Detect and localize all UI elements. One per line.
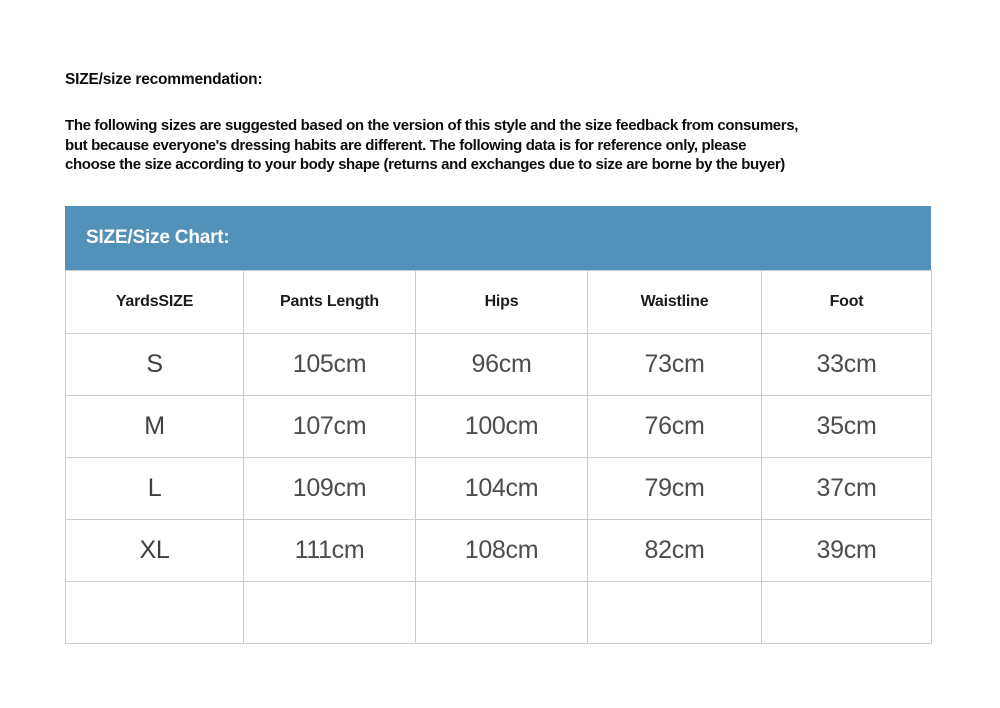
hips-value: 96cm	[416, 333, 588, 395]
size-label: L	[66, 457, 244, 519]
foot-value: 35cm	[762, 395, 932, 457]
table-header-row	[66, 270, 932, 333]
hips-value: 100cm	[416, 395, 588, 457]
foot-value: 33cm	[762, 333, 932, 395]
hips-value: 104cm	[416, 457, 588, 519]
disclaimer-line: but because everyone's dressing habits are different. The following data is for reference only, please	[65, 136, 747, 154]
table-row-size-s	[66, 333, 932, 395]
table-row-size-m	[66, 395, 932, 457]
column-header-foot: Foot	[762, 270, 932, 333]
column-header-yardssize: YardsSIZE	[66, 270, 244, 333]
table-row-size-xl	[66, 519, 932, 581]
column-header-waistline: Waistline	[588, 270, 762, 333]
table-row-size-l	[66, 457, 932, 519]
column-header-hips: Hips	[416, 270, 588, 333]
empty-cell	[416, 581, 588, 643]
empty-cell	[244, 581, 416, 643]
size-label: XL	[66, 519, 244, 581]
waistline-value: 76cm	[588, 395, 762, 457]
foot-value: 37cm	[762, 457, 932, 519]
waistline-value: 82cm	[588, 519, 762, 581]
foot-value: 39cm	[762, 519, 932, 581]
disclaimer-line: The following sizes are suggested based on the version of this style and the size feedback from consumers,	[65, 117, 799, 134]
waistline-value: 73cm	[588, 333, 762, 395]
pants-length-value: 111cm	[244, 519, 416, 581]
column-header-pants-length: Pants Length	[244, 270, 416, 333]
pants-length-value: 107cm	[244, 395, 416, 457]
pants-length-value: 109cm	[244, 457, 416, 519]
size-chart-title: SIZE/Size Chart:	[86, 226, 230, 248]
pants-length-value: 105cm	[244, 333, 416, 395]
page-title: SIZE/size recommendation:	[65, 71, 263, 88]
hips-value: 108cm	[416, 519, 588, 581]
size-disclaimer-paragraph	[65, 116, 1000, 175]
size-chart-table	[65, 270, 932, 644]
empty-cell	[66, 581, 244, 643]
size-label: M	[66, 395, 244, 457]
table-row-empty	[66, 581, 932, 643]
waistline-value: 79cm	[588, 457, 762, 519]
disclaimer-line: choose the size according to your body shape (returns and exchanges due to size are borne by the buyer)	[65, 156, 785, 173]
size-chart-title-bar	[65, 206, 931, 270]
empty-cell	[762, 581, 932, 643]
size-label: S	[66, 333, 244, 395]
empty-cell	[588, 581, 762, 643]
